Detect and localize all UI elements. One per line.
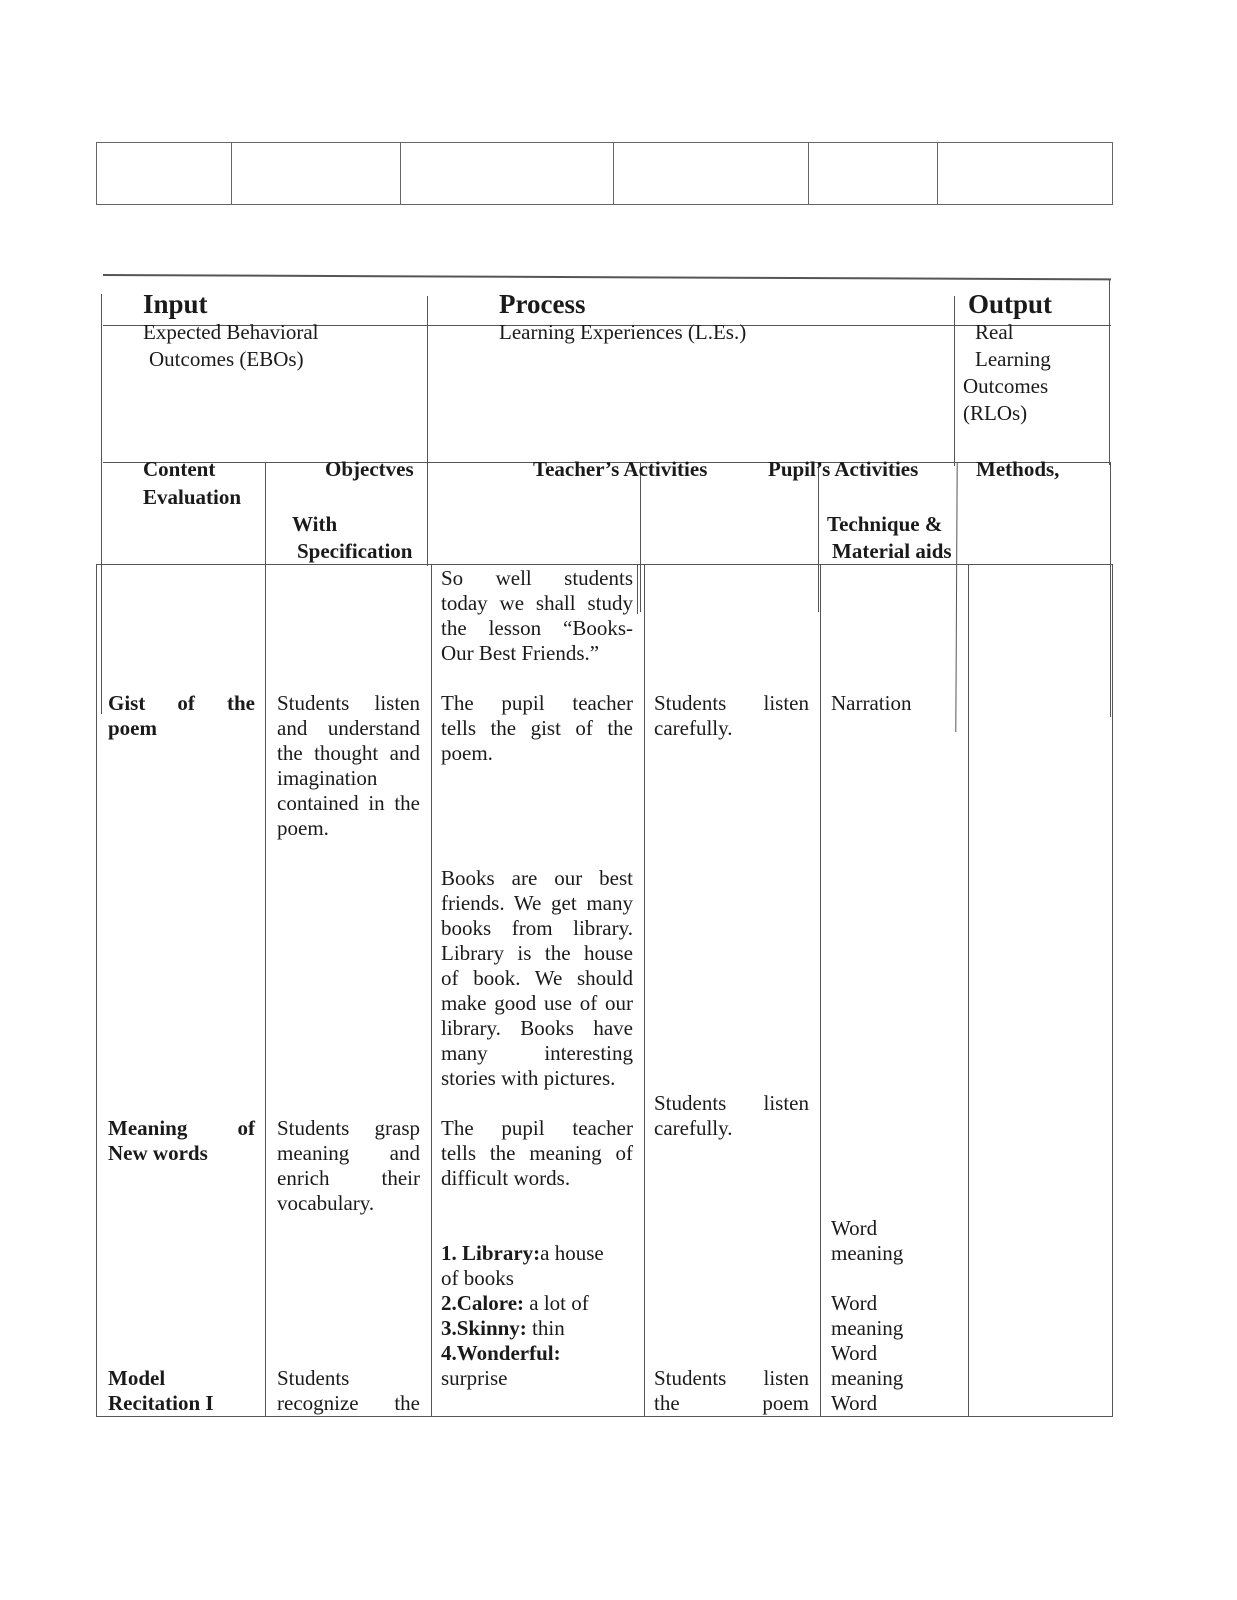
word-term: 2.Calore: [441,1291,525,1315]
text-line: library. Books have [441,1016,633,1040]
col-header-teacher: Teacher’s Activities [533,457,708,481]
empty-cell [96,142,232,205]
text-line: stories with pictures. [441,1066,616,1090]
word-item [441,1291,589,1316]
col-divider [96,564,97,1417]
teacher-line: tells the gist of the [441,716,633,740]
col-header-methods: Methods, [976,457,1060,481]
col-divider [637,564,638,614]
objective-line: imagination [277,766,378,790]
input-title: Input [143,289,208,319]
col-header-content: Content [143,457,216,481]
objective-line: vocabulary. [277,1191,375,1215]
teacher-line: difficult words. [441,1166,571,1190]
word-item [441,1241,633,1266]
pupil-line: Students listen [654,1091,809,1115]
output-sub-2: Learning [975,347,1051,371]
word-meaning: a lot of [524,1291,589,1315]
method-line: Word [831,1341,878,1365]
word-term: 3.Skinny: [441,1316,527,1340]
output-sub-4: (RLOs) [963,401,1028,425]
word-meaning: a house [540,1241,604,1265]
col-divider [644,564,645,1417]
pupil-line: carefully. [654,716,733,740]
method-line: Word [831,1216,878,1240]
col-divider [955,462,957,732]
objective-line: Students grasp [277,1116,420,1140]
word-term: 1. Library: [441,1241,541,1265]
output-sub-3: Outcomes [963,374,1049,398]
empty-cell [231,142,401,205]
col-divider [818,462,819,612]
empty-cell [613,142,809,205]
output-sub-1: Real [975,320,1014,344]
col-header-evaluation: Evaluation [143,485,242,509]
pupil-line: Students listen [654,1366,809,1390]
col-header-with: With [292,512,338,536]
col-header-technique: Technique & [827,512,943,536]
output-title: Output [968,289,1053,319]
process-title: Process [499,289,586,319]
objective-line: and understand [277,716,420,740]
table-top-border [103,274,1111,280]
teacher-line: poem. [441,741,493,765]
pupil-line: the poem [654,1391,809,1415]
content-cell: Recitation I [108,1391,214,1415]
text-line: of book. We should [441,966,633,990]
col-header-pupil: Pupil’s Activities [768,457,919,481]
text-line: the lesson “Books- [441,616,633,640]
method-line: Word [831,1391,878,1415]
method-cell: Narration [831,691,912,715]
col-divider [820,564,821,1417]
text-line: Our Best Friends.” [441,641,600,665]
word-item [441,1316,565,1341]
content-cell: New words [108,1141,208,1165]
text-line: make good use of our [441,991,633,1015]
col-divider [427,296,428,566]
col-divider [968,564,969,1417]
text-line: books from library. [441,916,633,940]
text-line: friends. We get many [441,891,633,915]
text-line: many interesting [441,1041,633,1065]
empty-cell [808,142,938,205]
text-line: Library is the house [441,941,633,965]
col-header-specification: Specification [297,539,413,563]
col-divider [265,462,266,1417]
empty-cell [937,142,1113,205]
pupil-line: Students listen [654,691,809,715]
method-line: meaning [831,1241,904,1265]
col-divider [101,294,102,714]
col-divider [1110,462,1111,717]
objective-line: Students [277,1366,350,1390]
col-divider [431,564,432,1417]
method-line: meaning [831,1316,904,1340]
teacher-line: tells the meaning of [441,1141,633,1165]
objective-line: enrich their [277,1166,420,1190]
method-line: meaning [831,1366,904,1390]
col-divider [640,462,641,612]
col-header-objectives: Objectves [325,457,414,481]
method-line: Word [831,1291,878,1315]
objective-line: Students listen [277,691,420,715]
col-divider [1112,564,1113,1417]
word-item [441,1341,561,1366]
teacher-line: The pupil teacher [441,1116,633,1140]
objective-line: the thought and [277,741,420,765]
table-bottom-border [96,1416,1113,1417]
input-subtitle-1: Expected Behavioral [143,320,319,344]
col-header-material-aids: Material aids [832,539,952,563]
word-meaning: thin [526,1316,565,1340]
word-item: surprise [441,1366,508,1390]
teacher-line: The pupil teacher [441,691,633,715]
word-item: of books [441,1266,514,1290]
pupil-line: carefully. [654,1116,733,1140]
row-divider [96,564,1113,565]
text-line: today we shall study [441,591,633,615]
content-cell: poem [108,716,157,740]
word-term: 4.Wonderful: [441,1341,561,1365]
objective-line: recognize the [277,1391,420,1415]
content-cell: Meaning of [108,1116,255,1140]
objective-line: poem. [277,816,329,840]
col-divider [1109,280,1110,465]
content-cell: Model [108,1366,166,1390]
process-subtitle: Learning Experiences (L.Es.) [499,320,747,344]
objective-line: contained in the [277,791,420,815]
objective-line: meaning and [277,1141,420,1165]
empty-cell [400,142,614,205]
col-divider [954,296,955,466]
input-subtitle-2: Outcomes (EBOs) [149,347,304,371]
text-line: Books are our best [441,866,633,890]
content-cell: Gist of the [108,691,255,715]
text-line: So well students [441,566,633,590]
